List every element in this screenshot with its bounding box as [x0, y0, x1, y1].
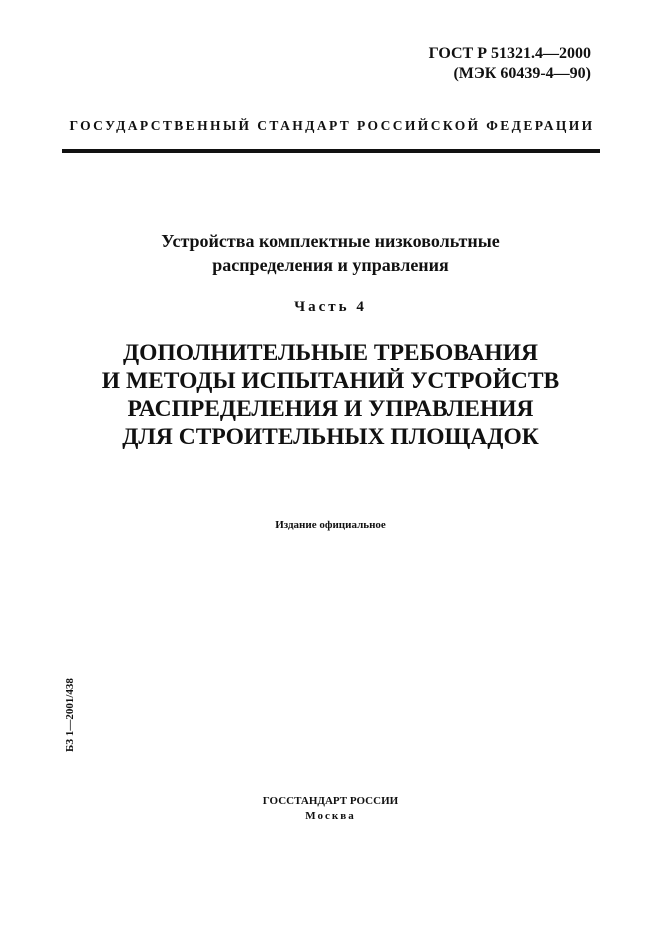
subtitle-line-2: И МЕТОДЫ ИСПЫТАНИЙ УСТРОЙСТВ — [101, 368, 560, 394]
subtitle-line-4: ДЛЯ СТРОИТЕЛЬНЫХ ПЛОЩАДОК — [122, 424, 539, 450]
standard-number: ГОСТ Р 51321.4—2000 — [428, 45, 591, 62]
iec-number: (МЭК 60439-4—90) — [453, 65, 591, 82]
document-title — [0, 229, 661, 277]
subtitle-line-1: ДОПОЛНИТЕЛЬНЫЕ ТРЕБОВАНИЯ — [123, 340, 538, 366]
edition-note: Издание официальное — [275, 519, 386, 531]
publisher-city: Москва — [305, 810, 356, 822]
organization-heading: ГОСУДАРСТВЕННЫЙ СТАНДАРТ РОССИЙСКОЙ ФЕДЕРАЦИИ — [69, 118, 595, 133]
title-line-1: Устройства комплектные низковольтные — [161, 231, 500, 251]
publisher-name: ГОССТАНДАРТ РОССИИ — [262, 795, 399, 807]
document-subtitle — [0, 339, 661, 451]
subtitle-line-3: РАСПРЕДЕЛЕНИЯ И УПРАВЛЕНИЯ — [127, 396, 534, 422]
catalog-code: БЗ 1—2001/438 — [64, 678, 76, 752]
part-label: Часть 4 — [294, 299, 367, 315]
document-identifier — [429, 44, 591, 84]
heading-divider — [62, 149, 600, 153]
title-line-2: распределения и управления — [212, 255, 449, 275]
